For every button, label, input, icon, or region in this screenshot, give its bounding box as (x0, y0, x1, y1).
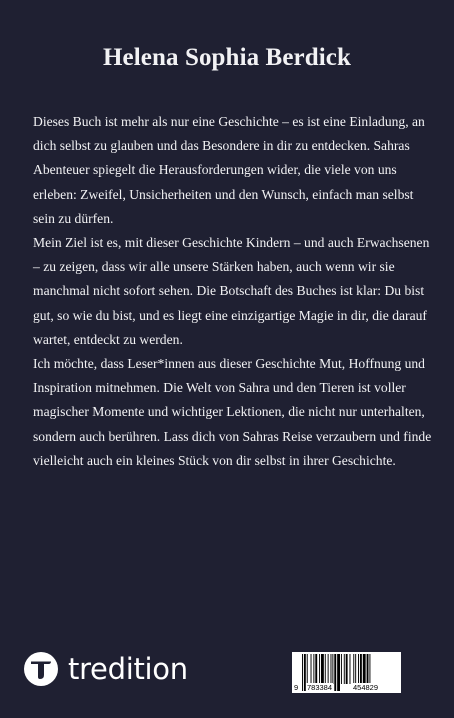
publisher-logo (24, 652, 188, 686)
barcode-digits-right: 454829 (353, 683, 379, 692)
back-cover-blurb (33, 110, 433, 473)
publisher-name: tredition (68, 652, 188, 686)
barcode-digit-first: 9 (294, 683, 299, 692)
barcode-digits-left: 783384 (307, 683, 333, 692)
blurb-paragraph: Ich möchte, dass Leser*innen aus dieser Geschichte Mut, Hoffnung und Inspiration mitnehmen. Die Welt von Sahra und den Tieren ist voller magischer Momente und wichtiger Lektionen, die nicht nur unterhalten, sondern auch berühren. Lass dich von Sahras Reise verzaubern und finde vielleicht auch ein kleines Stück von dir selbst in ihrer Geschichte. (33, 356, 432, 468)
isbn-barcode (292, 652, 401, 693)
tredition-logo-icon (24, 652, 58, 686)
author-name: Helena Sophia Berdick (103, 44, 351, 71)
blurb-paragraph: Mein Ziel ist es, mit dieser Geschichte Kindern – und auch Erwachsenen – zu zeigen, dass wir alle unsere Stärken haben, auch wenn wir sie manchmal nicht sofort sehen. Die Botschaft des Buches ist klar: Du bist gut, so wie du bist, und es liegt eine einzigartige Magie in dir, die darauf wartet, entdeckt zu werden. (33, 235, 430, 347)
blurb-paragraph: Dieses Buch ist mehr als nur eine Geschichte – es ist eine Einladung, an dich selbst zu glauben und das Besondere in dir zu entdecken. Sahras Abenteuer spiegelt die Herausforderungen wider, die viele von uns erleben: Zweifel, Unsicherheiten und den Wunsch, einfach man selbst sein zu dürfen. (33, 114, 425, 226)
